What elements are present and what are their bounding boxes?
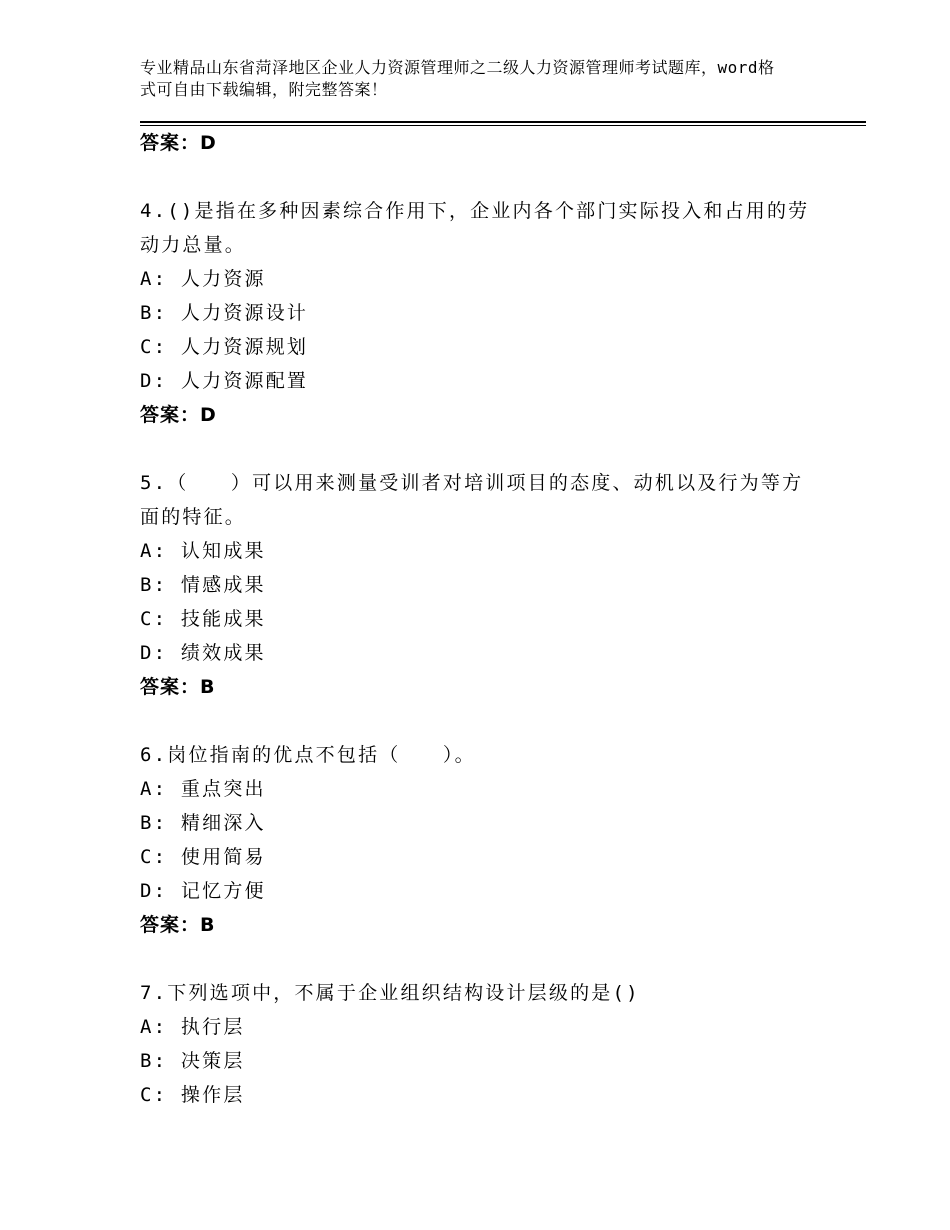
- option-text: 执行层: [180, 1016, 245, 1038]
- option-separator: :: [153, 846, 181, 868]
- option-text: 精细深入: [180, 812, 266, 834]
- option-letter: B: [140, 1050, 154, 1072]
- option-separator: :: [153, 302, 181, 324]
- answer-value: B: [200, 914, 216, 936]
- answer-value: D: [200, 132, 217, 154]
- option-item: [140, 364, 820, 398]
- option-letter: A: [140, 1016, 154, 1038]
- option-text: 技能成果: [180, 608, 266, 630]
- option-separator: :: [153, 1016, 181, 1038]
- option-text: 人力资源: [180, 268, 266, 290]
- answer-value: B: [200, 676, 216, 698]
- question-text: 4.()是指在多种因素综合作用下，企业内各个部门实际投入和占用的劳动力总量。: [140, 200, 810, 256]
- question-text: 7.下列选项中，不属于企业组织结构设计层级的是(): [140, 982, 640, 1004]
- answer-line: [140, 908, 820, 942]
- option-item: [140, 534, 820, 568]
- option-letter: A: [140, 540, 154, 562]
- option-text: 操作层: [180, 1084, 245, 1106]
- option-letter: D: [140, 370, 154, 392]
- option-separator: :: [153, 642, 181, 664]
- option-item: [140, 1078, 820, 1112]
- option-text: 记忆方便: [180, 880, 266, 902]
- option-separator: :: [153, 608, 181, 630]
- answer-label: 答案：: [140, 132, 201, 154]
- option-text: 绩效成果: [180, 642, 266, 664]
- option-separator: :: [153, 1050, 181, 1072]
- option-separator: :: [153, 1084, 181, 1106]
- option-item: [140, 262, 820, 296]
- option-letter: B: [140, 574, 154, 596]
- option-item: [140, 636, 820, 670]
- option-item: [140, 772, 820, 806]
- question-list: [140, 194, 820, 1112]
- question-text: 5.（ ）可以用来测量受训者对培训项目的态度、动机以及行为等方面的特征。: [140, 472, 804, 528]
- option-item: [140, 1044, 820, 1078]
- option-text: 重点突出: [180, 778, 266, 800]
- option-letter: C: [140, 846, 154, 868]
- option-letter: A: [140, 268, 154, 290]
- option-item: [140, 602, 820, 636]
- option-text: 人力资源配置: [180, 370, 309, 392]
- option-item: [140, 874, 820, 908]
- option-separator: :: [153, 370, 181, 392]
- answer-label: 答案：: [140, 676, 201, 698]
- question-block: [140, 976, 820, 1112]
- answer-line: [140, 126, 820, 160]
- option-text: 人力资源规划: [180, 336, 309, 358]
- option-separator: :: [153, 880, 181, 902]
- option-item: [140, 296, 820, 330]
- option-letter: A: [140, 778, 154, 800]
- option-item: [140, 568, 820, 602]
- option-text: 决策层: [180, 1050, 245, 1072]
- option-item: [140, 806, 820, 840]
- option-separator: :: [153, 574, 181, 596]
- document-content: [140, 126, 820, 1112]
- option-item: [140, 840, 820, 874]
- option-text: 情感成果: [180, 574, 266, 596]
- option-letter: B: [140, 812, 154, 834]
- answer-value: D: [200, 404, 217, 426]
- question-block: [140, 194, 820, 432]
- option-text: 使用简易: [180, 846, 266, 868]
- option-item: [140, 1010, 820, 1044]
- option-text: 人力资源设计: [180, 302, 309, 324]
- option-letter: B: [140, 302, 154, 324]
- answer-label: 答案：: [140, 914, 201, 936]
- option-letter: D: [140, 880, 154, 902]
- option-letter: C: [140, 336, 154, 358]
- question-block: [140, 466, 820, 704]
- option-separator: :: [153, 540, 181, 562]
- option-letter: C: [140, 1084, 154, 1106]
- answer-line: [140, 670, 820, 704]
- question-block: [140, 738, 820, 942]
- document-header: 专业精品山东省菏泽地区企业人力资源管理师之二级人力资源管理师考试题库，word格式可自由下载编辑，附完整答案！: [140, 58, 775, 99]
- question-text: 6.岗位指南的优点不包括（ ）。: [140, 744, 476, 766]
- option-letter: D: [140, 642, 154, 664]
- answer-line: [140, 398, 820, 432]
- option-separator: :: [153, 778, 181, 800]
- option-text: 认知成果: [180, 540, 266, 562]
- option-separator: :: [153, 336, 181, 358]
- option-separator: :: [153, 268, 181, 290]
- option-separator: :: [153, 812, 181, 834]
- option-item: [140, 330, 820, 364]
- option-letter: C: [140, 608, 154, 630]
- answer-label: 答案：: [140, 404, 201, 426]
